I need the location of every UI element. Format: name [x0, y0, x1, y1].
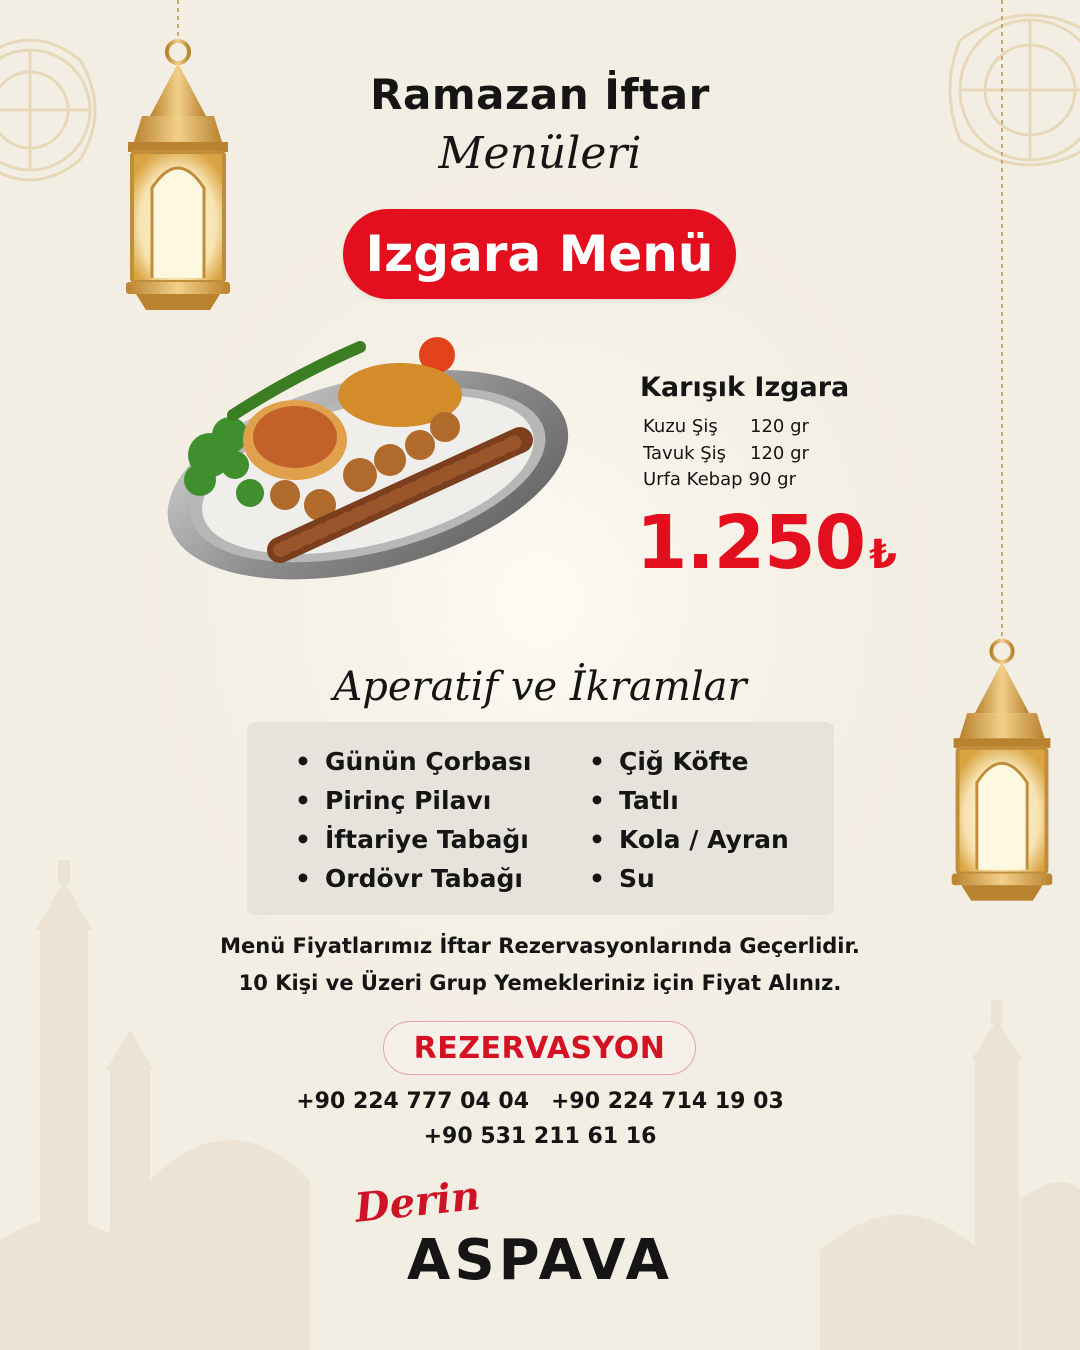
- phone-row: [0, 1089, 1080, 1114]
- list-item: • Pirinç Pilavı: [295, 781, 531, 820]
- group-note: 10 Kişi ve Üzeri Grup Yemekleriniz için Fiyat Alınız.: [238, 971, 842, 995]
- title-line2: Menüleri: [438, 128, 642, 179]
- menu-category-label: Izgara Menü: [365, 225, 714, 283]
- extras-title: Aperatif ve İkramlar: [333, 664, 747, 710]
- reservation-badge: [383, 1021, 696, 1075]
- spec-amount: 120 gr: [750, 416, 809, 437]
- phone-number[interactable]: +90 224 714 19 03: [551, 1089, 784, 1114]
- extras-list-right: [589, 742, 789, 898]
- menu-category-badge: [343, 209, 736, 299]
- spec-name: Tavuk Şiş: [643, 442, 727, 464]
- food-plate-image: [155, 335, 575, 590]
- price-note: Menü Fiyatlarımız İftar Rezervasyonlarında Geçerlidir.: [220, 934, 860, 958]
- phone-number[interactable]: +90 531 211 61 16: [423, 1124, 657, 1149]
- brand-script-logo: Derin: [352, 1171, 483, 1232]
- spec-row: [643, 467, 809, 494]
- list-item: • İftariye Tabağı: [295, 820, 531, 859]
- spec-amount: 120 gr: [750, 442, 809, 464]
- list-item: • Ordövr Tabağı: [295, 859, 531, 898]
- list-item: • Su: [589, 859, 789, 898]
- featured-item-name: Karışık Izgara: [640, 372, 850, 403]
- list-item: • Çiğ Köfte: [589, 742, 789, 781]
- spec-name: Urfa Kebap: [643, 469, 743, 490]
- currency-symbol: ₺: [869, 532, 896, 578]
- brand-name-logo: ASPAVA: [407, 1228, 673, 1293]
- featured-item-contents: [643, 414, 809, 494]
- extras-list-box: [247, 722, 834, 915]
- price-value: 1.250: [636, 500, 866, 586]
- list-item: • Tatlı: [589, 781, 789, 820]
- list-item: • Günün Çorbası: [295, 742, 531, 781]
- list-item: • Kola / Ayran: [589, 820, 789, 859]
- price: [636, 500, 896, 586]
- spec-name: Kuzu Şiş: [643, 416, 718, 437]
- spec-row: [643, 441, 809, 468]
- spec-amount: 90 gr: [748, 469, 796, 490]
- title-line1: Ramazan İftar: [370, 70, 710, 119]
- extras-list-left: [295, 742, 531, 898]
- reservation-label: REZERVASYON: [413, 1030, 666, 1066]
- phone-number[interactable]: +90 224 777 04 04: [296, 1089, 529, 1114]
- spec-row: [643, 414, 809, 441]
